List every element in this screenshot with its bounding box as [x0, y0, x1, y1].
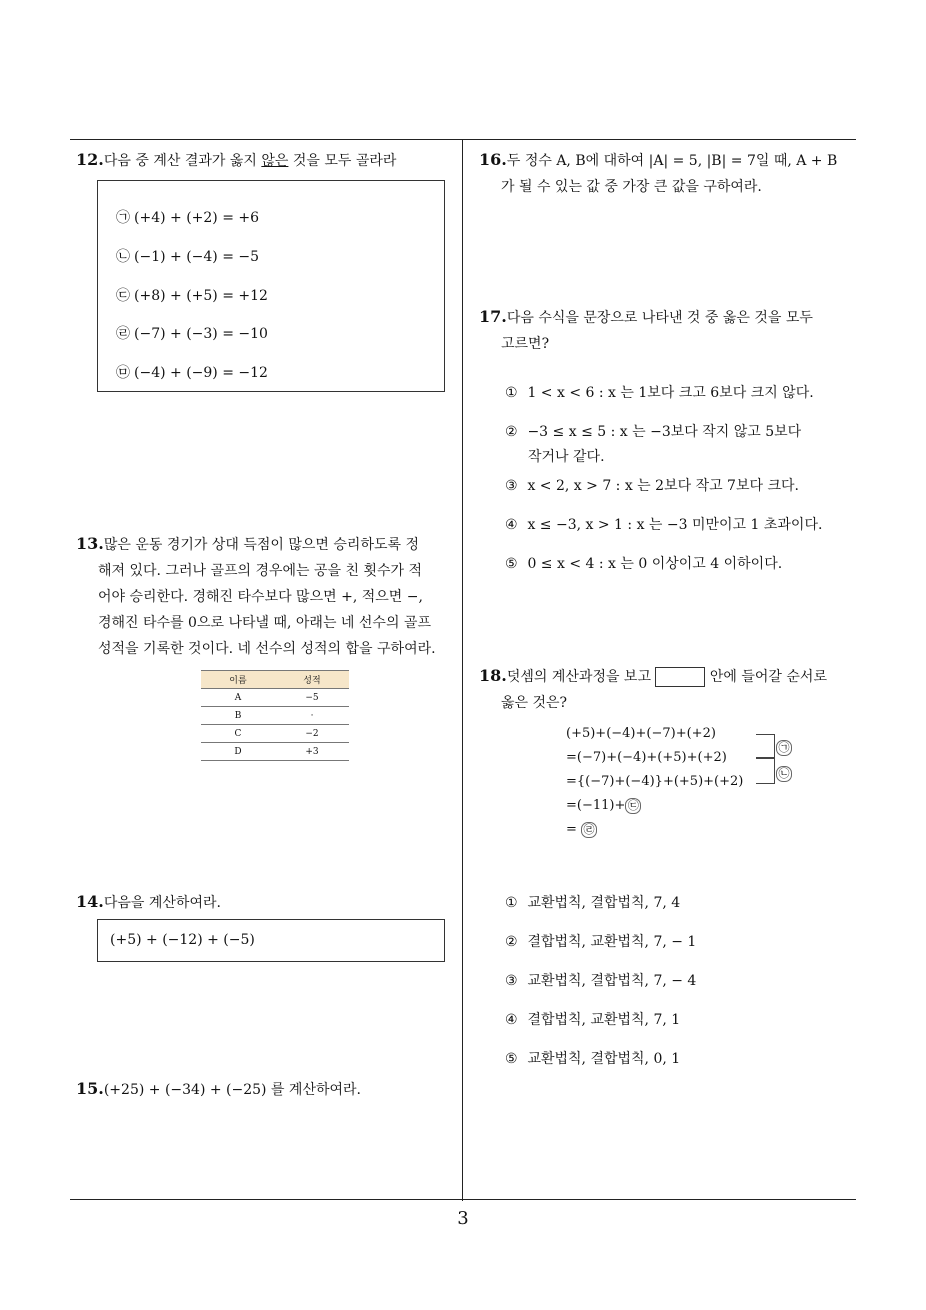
q18-option-1[interactable]: ① 교환법칙, 결합법칙, 7, 4: [505, 895, 681, 911]
question-line: 성적을 기록한 것이다. 네 선수의 성적의 합을 구하여라.: [98, 641, 436, 657]
top-rule: [70, 139, 856, 140]
question-line: 가 될 수 있는 값 중 가장 큰 값을 구하여라.: [501, 179, 762, 195]
question-15: [76, 1077, 361, 1103]
q12-item: ㉤ (−4) + (−9) = −12: [116, 365, 268, 381]
blank-mark: ㉠: [776, 736, 792, 756]
q12-item: ㉢ (+8) + (+5) = +12: [116, 288, 268, 304]
table-row: C −2: [201, 725, 349, 743]
q14-expression-box: [97, 919, 445, 962]
calc-step: ={(−7)+(−4)}+(+5)+(+2): [566, 774, 744, 789]
golf-score-table: [201, 670, 349, 761]
question-line: 많은 운동 경기가 상대 득점이 많으면 승리하도록 정: [103, 537, 419, 553]
question-12: [76, 148, 396, 174]
question-14: [76, 890, 221, 916]
question-line: 옳은 것은?: [501, 695, 568, 711]
table-header: 성적: [275, 671, 349, 689]
question-18: 18.덧셈의 계산과정을 보고 안에 들어갈 순서로 옳은 것은?: [479, 663, 859, 716]
q12-choices-box: [97, 180, 445, 392]
bottom-rule: [70, 1199, 856, 1200]
q18-option-4[interactable]: ④ 결합법칙, 교환법칙, 7, 1: [505, 1012, 681, 1028]
calc-step: =(−7)+(−4)+(+5)+(+2): [566, 750, 727, 765]
question-number: 16.: [479, 150, 507, 169]
table-row: D +3: [201, 743, 349, 761]
question-number: 13.: [76, 534, 104, 553]
step-bracket: [756, 758, 775, 784]
question-number: 14.: [76, 892, 104, 911]
calc-step: =(−11)+ ㉢: [566, 798, 641, 814]
table-row: B ·: [201, 707, 349, 725]
q17-option-3[interactable]: ③ x < 2, x > 7 : x 는 2보다 작고 7보다 크다.: [505, 478, 799, 494]
q12-item: ㉠ (+4) + (+2) = +6: [116, 210, 260, 226]
q17-option-4[interactable]: ④ x ≤ −3, x > 1 : x 는 −3 미만이고 1 초과이다.: [505, 517, 823, 533]
question-number: 18.: [479, 666, 507, 685]
question-line: 경해진 타수를 0으로 나타낼 때, 아래는 네 선수의 골프: [98, 615, 431, 631]
q17-option-5[interactable]: ⑤ 0 ≤ x < 4 : x 는 0 이상이고 4 이하이다.: [505, 556, 783, 572]
question-number: 17.: [479, 307, 507, 326]
q18-option-3[interactable]: ③ 교환법칙, 결합법칙, 7, − 4: [505, 973, 697, 989]
question-16: [479, 147, 859, 200]
question-number: 12.: [76, 150, 104, 169]
table-row: A −5: [201, 689, 349, 707]
question-13: [76, 531, 460, 662]
answer-blank-box: [655, 667, 705, 687]
q18-option-5[interactable]: ⑤ 교환법칙, 결합법칙, 0, 1: [505, 1051, 681, 1067]
blank-mark: ㉣: [581, 822, 597, 838]
q17-option-1[interactable]: ① 1 < x < 6 : x 는 1보다 크고 6보다 크지 않다.: [505, 385, 814, 401]
q18-option-2[interactable]: ② 결합법칙, 교환법칙, 7, − 1: [505, 934, 697, 950]
question-number: 15.: [76, 1079, 104, 1098]
q14-expression: (+5) + (−12) + (−5): [110, 932, 255, 948]
calc-step: (+5)+(−4)+(−7)+(+2): [566, 726, 716, 741]
question-text: 다음을 계산하여라.: [103, 895, 221, 911]
q12-item: ㉣ (−7) + (−3) = −10: [116, 326, 268, 342]
step-bracket: [756, 734, 775, 758]
underlined-word: 않은: [261, 153, 289, 169]
blank-mark: ㉡: [776, 762, 792, 782]
q12-item: ㉡ (−1) + (−4) = −5: [116, 249, 260, 265]
question-line: 해져 있다. 그러나 골프의 경우에는 공을 친 횟수가 적: [98, 563, 423, 579]
question-line: 두 정수 A, B에 대하여 |A| = 5, |B| = 7일 때, A + B: [506, 153, 838, 169]
q17-option-2-continued: 작거나 같다.: [528, 449, 605, 465]
calc-step: = ㉣: [566, 822, 597, 838]
question-line: 다음 수식을 문장으로 나타낸 것 중 옳은 것을 모두: [506, 310, 813, 326]
question-line: 고르면?: [501, 336, 550, 352]
column-divider: [462, 139, 463, 1201]
page-number: 3: [457, 1208, 469, 1229]
q17-option-2[interactable]: ② −3 ≤ x ≤ 5 : x 는 −3보다 작지 않고 5보다: [505, 424, 802, 440]
question-text: 다음 중 계산 결과가 옳지 않은 것을 모두 골라라: [103, 153, 397, 169]
question-text: (+25) + (−34) + (−25) 를 계산하여라.: [103, 1082, 362, 1098]
blank-mark: ㉢: [625, 798, 641, 814]
q18-calculation: [566, 726, 806, 846]
question-line: 어야 승리한다. 경해진 타수보다 많으면 +, 적으면 −,: [98, 589, 423, 605]
table-header: 이름: [201, 671, 275, 689]
question-17: [479, 304, 859, 357]
